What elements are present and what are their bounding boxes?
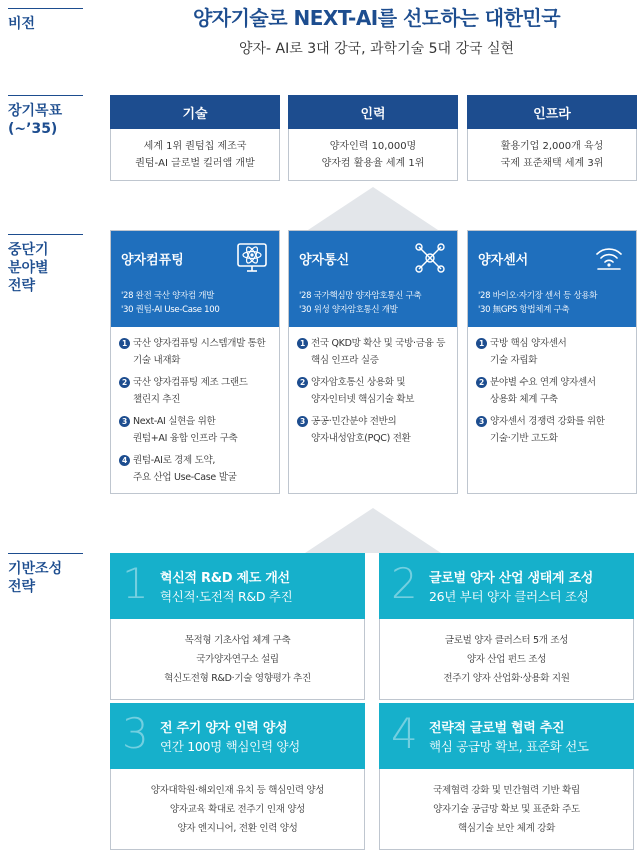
number-badge: 3 xyxy=(119,416,130,427)
list-item xyxy=(476,374,630,408)
foundation-header xyxy=(110,703,365,769)
list-item xyxy=(476,413,630,447)
foundation-number: 1 xyxy=(122,559,149,608)
foundation-header xyxy=(110,553,365,619)
quantum-computer-icon xyxy=(235,241,269,275)
goal-line: 양자컴 활용율 세계 1위 xyxy=(321,157,425,169)
foundation-subtitle: 혁신적·도전적 R&D 추진 xyxy=(160,589,293,604)
strategy-list xyxy=(289,327,457,447)
foundation-line: 국가양자연구소 설립 xyxy=(196,653,279,665)
foundation-line: 양자대학원·해외인재 유치 등 핵심인력 양성 xyxy=(150,784,325,796)
strategy-title: 양자센서 xyxy=(478,253,529,268)
list-item xyxy=(297,413,451,447)
foundation-line: 혁신도전형 R&D·기술 영향평가 추진 xyxy=(164,672,311,684)
list-item-text: 양자센서 경쟁력 강화를 위한 기술·기반 고도화 xyxy=(490,416,605,444)
foundation-workforce-training xyxy=(110,703,365,850)
foundation-number: 4 xyxy=(391,709,418,758)
list-item xyxy=(297,374,451,408)
list-item xyxy=(119,335,273,369)
number-badge: 2 xyxy=(119,377,130,388)
list-item xyxy=(119,452,273,486)
label-long-term-goal: 장기목표 (~’35) xyxy=(8,95,83,138)
strategy-subtitle: '28 완전 국산 양자컴 개발 '30 퀀텀-AI Use-Case 100 xyxy=(121,291,220,315)
strategy-header xyxy=(289,231,457,327)
foundation-line: 목적형 기초사업 체계 구축 xyxy=(184,634,291,646)
goal-title: 기술 xyxy=(110,95,280,129)
foundation-line: 양자기술 공급망 확보 및 표준화 주도 xyxy=(433,803,580,815)
arrow-up-triangle xyxy=(305,187,441,232)
foundation-line: 국제협력 강화 및 민간협력 기반 확립 xyxy=(433,784,580,796)
goal-line: 국제 표준채택 세계 3위 xyxy=(500,157,604,169)
list-item xyxy=(119,374,273,408)
label-vision: 비전 xyxy=(8,8,83,33)
foundation-industry-ecosystem xyxy=(379,553,634,700)
strategy-header xyxy=(468,231,636,327)
strategy-subtitle: '28 국가핵심망 양자암호통신 구축 '30 위성 양자암호통신 개발 xyxy=(299,291,422,315)
goal-line: 양자인력 10,000명 xyxy=(329,140,417,152)
strategy-title: 양자통신 xyxy=(299,253,350,268)
list-item-text: 국산 양자컴퓨팅 시스템개발 통한 기술 내재화 xyxy=(133,338,266,366)
foundation-line: 전주기 양자 산업화·상용화 지원 xyxy=(443,672,570,684)
network-nodes-icon xyxy=(413,241,447,275)
foundation-subtitle: 연간 100명 핵심인력 양성 xyxy=(160,739,300,754)
list-item-text: 양자암호통신 상용화 및 양자인터넷 핵심기술 확보 xyxy=(311,377,415,405)
strategy-list xyxy=(111,327,279,486)
strategy-title: 양자컴퓨팅 xyxy=(121,253,184,268)
foundation-rnd-reform xyxy=(110,553,365,700)
vision-subtitle: 양자- AI로 3대 강국, 과학기술 5대 강국 실현 xyxy=(238,41,515,57)
list-item-text: 퀀텀-AI로 경제 도약, 주요 산업 Use-Case 발굴 xyxy=(133,455,237,483)
goal-workforce xyxy=(288,95,458,181)
foundation-number: 3 xyxy=(122,709,149,758)
number-badge: 1 xyxy=(119,338,130,349)
foundation-body xyxy=(110,619,365,700)
number-badge: 3 xyxy=(476,416,487,427)
label-foundation-strategy: 기반조성 전략 xyxy=(8,553,83,596)
list-item-text: 국방 핵심 양자센서 기술 자립화 xyxy=(490,338,567,366)
goal-line: 세계 1위 퀀텀칩 제조국 xyxy=(143,140,247,152)
foundation-line: 양자 산업 펀드 조성 xyxy=(466,653,547,665)
list-item-text: 국산 양자컴퓨팅 제조 그랜드 챌린지 추진 xyxy=(133,377,248,405)
arrow-up-triangle xyxy=(305,508,441,553)
goal-title: 인력 xyxy=(288,95,458,129)
number-badge: 2 xyxy=(476,377,487,388)
goal-technology xyxy=(110,95,280,181)
number-badge: 2 xyxy=(297,377,308,388)
foundation-header xyxy=(379,703,634,769)
foundation-line: 양자교육 확대로 전주기 인재 양성 xyxy=(169,803,306,815)
foundation-body xyxy=(110,769,365,850)
list-item-text: Next-AI 실현을 위한 퀀텀+AI 융합 인프라 구축 xyxy=(133,416,238,444)
strategy-quantum-sensor xyxy=(467,230,637,494)
label-mid-term-strategy: 중단기 분야별 전략 xyxy=(8,234,83,295)
wifi-signal-icon xyxy=(592,241,626,275)
number-badge: 1 xyxy=(297,338,308,349)
goal-line: 퀀텀-AI 글로벌 킬러앱 개발 xyxy=(135,157,255,169)
number-badge: 1 xyxy=(476,338,487,349)
foundation-title: 글로벌 양자 산업 생태계 조성 xyxy=(429,571,593,586)
goal-title: 인프라 xyxy=(467,95,637,129)
goal-body xyxy=(467,129,637,181)
strategy-header xyxy=(111,231,279,327)
foundation-line: 양자 엔지니어, 전환 인력 양성 xyxy=(177,822,298,834)
foundation-subtitle: 26년 부터 양자 클러스터 조성 xyxy=(429,589,589,604)
foundation-title: 전 주기 양자 인력 양성 xyxy=(160,721,288,736)
foundation-global-cooperation xyxy=(379,703,634,850)
list-item-text: 전국 QKD망 확산 및 국방·금융 등 핵심 인프라 실증 xyxy=(311,338,446,366)
list-item-text: 분야별 수요 연계 양자센서 상용화 체계 구축 xyxy=(490,377,596,405)
number-badge: 3 xyxy=(297,416,308,427)
foundation-title: 전략적 글로벌 협력 추진 xyxy=(429,721,565,736)
goal-body xyxy=(288,129,458,181)
foundation-body xyxy=(379,769,634,850)
foundation-header xyxy=(379,553,634,619)
strategy-quantum-computing xyxy=(110,230,280,494)
strategy-list xyxy=(468,327,636,447)
foundation-body xyxy=(379,619,634,700)
list-item xyxy=(476,335,630,369)
list-item-text: 공공·민간분야 전반의 양자내성암호(PQC) 전환 xyxy=(311,416,411,444)
foundation-line: 글로벌 양자 클러스터 5개 조성 xyxy=(444,634,569,646)
strategy-quantum-communication xyxy=(288,230,458,494)
number-badge: 4 xyxy=(119,455,130,466)
foundation-subtitle: 핵심 공급망 확보, 표준화 선도 xyxy=(429,739,589,754)
goal-line: 활용기업 2,000개 육성 xyxy=(500,140,604,152)
foundation-line: 핵심기술 보안 체계 강화 xyxy=(458,822,555,834)
strategy-subtitle: '28 바이오·자기장 센서 등 상용화 '30 無GPS 항법체계 구축 xyxy=(478,291,598,315)
foundation-number: 2 xyxy=(391,559,418,608)
goal-body xyxy=(110,129,280,181)
vision-title: 양자기술로 NEXT-AI를 선도하는 대한민국 xyxy=(192,6,561,30)
list-item xyxy=(119,413,273,447)
goal-infrastructure xyxy=(467,95,637,181)
list-item xyxy=(297,335,451,369)
foundation-title: 혁신적 R&D 제도 개선 xyxy=(160,571,290,586)
